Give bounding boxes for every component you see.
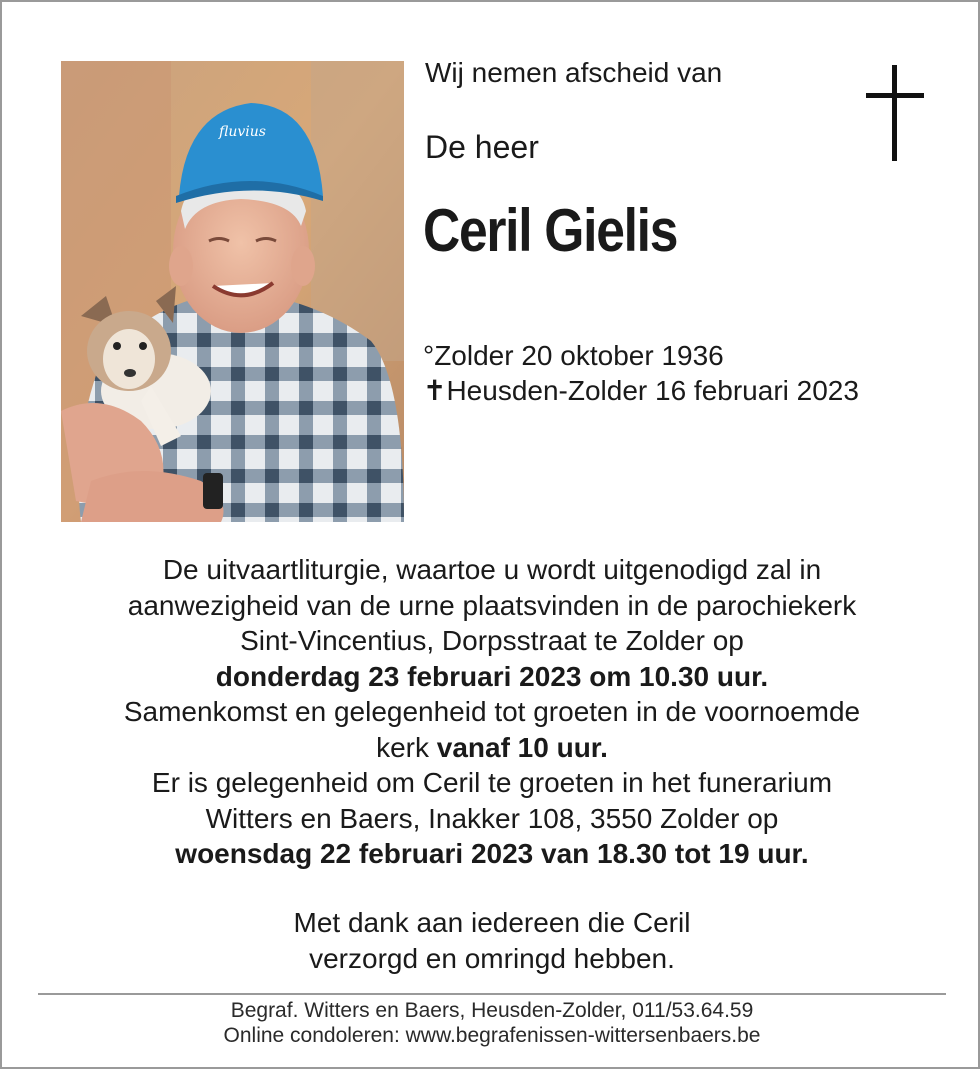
intro-text: Wij nemen afscheid van (425, 57, 723, 88)
announcement-line: Sint-Vincentius, Dorpsstraat te Zolder op (240, 625, 744, 656)
thanks-message (42, 905, 942, 976)
online-condolence-link[interactable]: Online condoleren: www.begrafenissen-wittersenbaers.be (223, 1024, 761, 1047)
latin-cross-icon (866, 65, 924, 161)
honorific-title: De heer (425, 129, 539, 165)
thanks-line: Met dank aan iedereen die Ceril (293, 907, 691, 938)
portrait-photo (61, 61, 404, 522)
thanks-line: verzorgd en omringd hebben. (309, 942, 675, 974)
funeral-datetime (42, 659, 942, 695)
gathering-time-bold: vanaf 10 uur. (436, 731, 608, 763)
announcement-line: aanwezigheid van de urne plaatsvinden in de parochiekerk (127, 589, 857, 621)
footer-divider (38, 993, 946, 995)
visitation-datetime-bold: woensdag 22 februari 2023 van 18.30 tot 19 uur. (175, 838, 809, 869)
announcement-line: De uitvaartliturgie, waartoe u wordt uitgenodigd zal in (162, 554, 822, 585)
funeral-announcement (42, 552, 942, 872)
announcement-line: Witters en Baers, Inakker 108, 3550 Zolder op (205, 802, 779, 834)
announcement-line: Er is gelegenheid om Ceril te groeten in het funerarium (151, 767, 833, 798)
funeral-home-footer (42, 998, 942, 1048)
funeral-home-contact: Begraf. Witters en Baers, Heusden-Zolder, 011/53.64.59 (230, 999, 754, 1022)
cap-logo-text: fluvius (219, 124, 266, 140)
deceased-name: Ceril Gielis (423, 197, 678, 264)
visitation-datetime (42, 836, 942, 872)
gathering-time (42, 730, 942, 766)
announcement-line: Samenkomst en gelegenheid tot groeten in de voornoemde (123, 696, 861, 727)
funeral-datetime-bold: donderdag 23 februari 2023 om 10.30 uur. (215, 660, 769, 692)
death-date: ✝Heusden-Zolder 16 februari 2023 (423, 375, 859, 406)
birth-date: °Zolder 20 oktober 1936 (423, 340, 724, 371)
gathering-prefix: kerk (376, 731, 437, 763)
